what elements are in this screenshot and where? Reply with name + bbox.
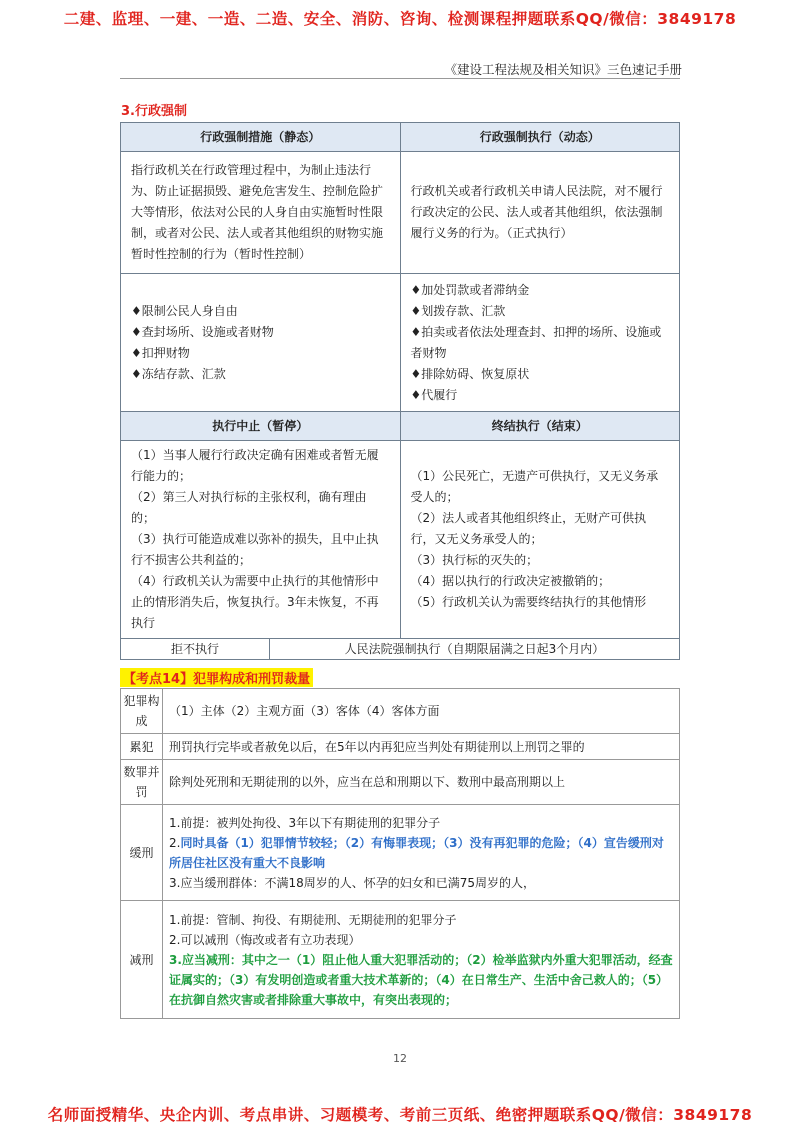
probation-line: 1.前提：被判处拘役、3年以下有期徒刑的犯罪分子 xyxy=(169,815,441,830)
type-item: ♦拍卖或者依法处理查封、扣押的场所、设施或者财物 xyxy=(410,324,662,360)
row-text: （1）主体（2）主观方面（3）客体（4）客体方面 xyxy=(163,689,680,734)
type-item: ♦扣押财物 xyxy=(131,345,190,360)
kaodian-heading: 【考点14】犯罪构成和刑罚裁量 xyxy=(120,668,313,687)
suspend-cases xyxy=(121,441,401,639)
type-item: ♦划拨存款、汇款 xyxy=(410,303,506,318)
terminate-cases xyxy=(400,441,680,639)
probation-line-prefix: 2. xyxy=(169,835,181,850)
types-measures xyxy=(121,274,401,412)
probation-line: 3.应当缓刑群体：不满18周岁的人、怀孕的妇女和已满75周岁的人， xyxy=(169,875,535,890)
probation-line xyxy=(169,833,673,873)
terminate-header: 终结执行（结束） xyxy=(400,412,680,441)
suspend-header: 执行中止（暂停） xyxy=(121,412,401,441)
refuse-row xyxy=(121,639,680,660)
row-label: 数罪并罚 xyxy=(121,760,163,805)
definition-enforcement: 行政机关或者行政机关申请人民法院，对不履行行政决定的公民、法人或者其他组织，依法强制履行义务的行为。（正式执行） xyxy=(400,152,680,274)
probation-conditions: 同时具备（1）犯罪情节较轻；（2）有悔罪表现；（3）没有再犯罪的危险；（4）宣告缓刑对所居住社区没有重大不良影响 xyxy=(169,835,664,870)
suspend-item: （2）第三人对执行标的主张权利，确有理由的； xyxy=(131,490,367,525)
row-label: 累犯 xyxy=(121,734,163,760)
type-item: ♦限制公民人身自由 xyxy=(131,303,238,318)
terminate-item: （5）行政机关认为需要终结执行的其他情形 xyxy=(410,595,647,609)
col-header-enforcement: 行政强制执行（动态） xyxy=(400,123,680,152)
type-item: ♦加处罚款或者滞纳金 xyxy=(410,282,530,297)
terminate-item: （2）法人或者其他组织终止，无财产可供执行，又无义务承受人的； xyxy=(410,511,647,546)
commutation-mandatory: 3.应当减刑：其中之一（1）阻止他人重大犯罪活动的；（2）检举监狱内外重大犯罪活动，经查证属实的；（3）有发明创造或者重大技术革新的；（4）在日常生产、生活中舍己救人的；（5）在抗御自然灾害或者排除重大事故中，有突出表现的； xyxy=(169,952,673,1007)
running-title: 《建设工程法规及相关知识》三色速记手册 xyxy=(444,62,682,77)
administrative-coercion-table xyxy=(120,122,680,660)
definition-measures: 指行政机关在行政管理过程中，为制止违法行为、防止证据损毁、避免危害发生、控制危险扩大等情形，依法对公民的人身自由实施暂时性限制，或者对公民、法人或者其他组织的财物实施暂时性控制的行为（暂时性控制） xyxy=(121,152,401,274)
row-text: 除判处死刑和无期徒刑的以外，应当在总和刑期以下、数刑中最高刑期以上 xyxy=(163,760,680,805)
terminate-item: （3）执行标的灭失的； xyxy=(410,553,539,567)
suspend-item: （4）行政机关认为需要中止执行的其他情形中止的情形消失后，恢复执行。3年未恢复，不再执行 xyxy=(131,574,379,630)
type-item: ♦查封场所、设施或者财物 xyxy=(131,324,274,339)
header-rule xyxy=(120,78,680,79)
top-banner: 二建、监理、一建、一造、二造、安全、消防、咨询、检测课程押题联系QQ/微信：3849178 xyxy=(63,10,737,28)
type-item: ♦冻结存款、汇款 xyxy=(131,366,226,381)
refuse-value: 人民法院强制执行（自期限届满之日起3个月内） xyxy=(344,642,605,656)
terminate-item: （1）公民死亡，无遗产可供执行，又无义务承受人的； xyxy=(410,469,659,504)
commutation-cell xyxy=(163,901,680,1019)
refuse-label: 拒不执行 xyxy=(121,639,270,659)
page-number: 12 xyxy=(393,1052,407,1065)
col-header-measures: 行政强制措施（静态） xyxy=(121,123,401,152)
probation-cell xyxy=(163,805,680,901)
row-text: 刑罚执行完毕或者赦免以后，在5年以内再犯应当判处有期徒刑以上刑罚之罪的 xyxy=(163,734,680,760)
commutation-line: 1.前提：管制、拘役、有期徒刑、无期徒刑的犯罪分子 xyxy=(169,912,457,927)
row-label: 犯罪构成 xyxy=(121,689,163,734)
section-heading: 3.行政强制 xyxy=(121,104,187,119)
type-item: ♦代履行 xyxy=(410,387,458,402)
bottom-banner: 名师面授精华、央企内训、考点串讲、习题模考、考前三页纸、绝密押题联系QQ/微信：3849178 xyxy=(47,1106,753,1124)
type-item: ♦排除妨碍、恢复原状 xyxy=(410,366,530,381)
commutation-line: 2.可以减刑（悔改或者有立功表现） xyxy=(169,932,361,947)
suspend-item: （3）执行可能造成难以弥补的损失，且中止执行不损害公共利益的； xyxy=(131,532,379,567)
crime-penalty-table xyxy=(120,688,680,1019)
row-label-probation: 缓刑 xyxy=(121,805,163,901)
types-enforcement xyxy=(400,274,680,412)
terminate-item: （4）据以执行的行政决定被撤销的； xyxy=(410,574,611,588)
suspend-item: （1）当事人履行行政决定确有困难或者暂无履行能力的； xyxy=(131,448,379,483)
row-label-commutation: 减刑 xyxy=(121,901,163,1019)
